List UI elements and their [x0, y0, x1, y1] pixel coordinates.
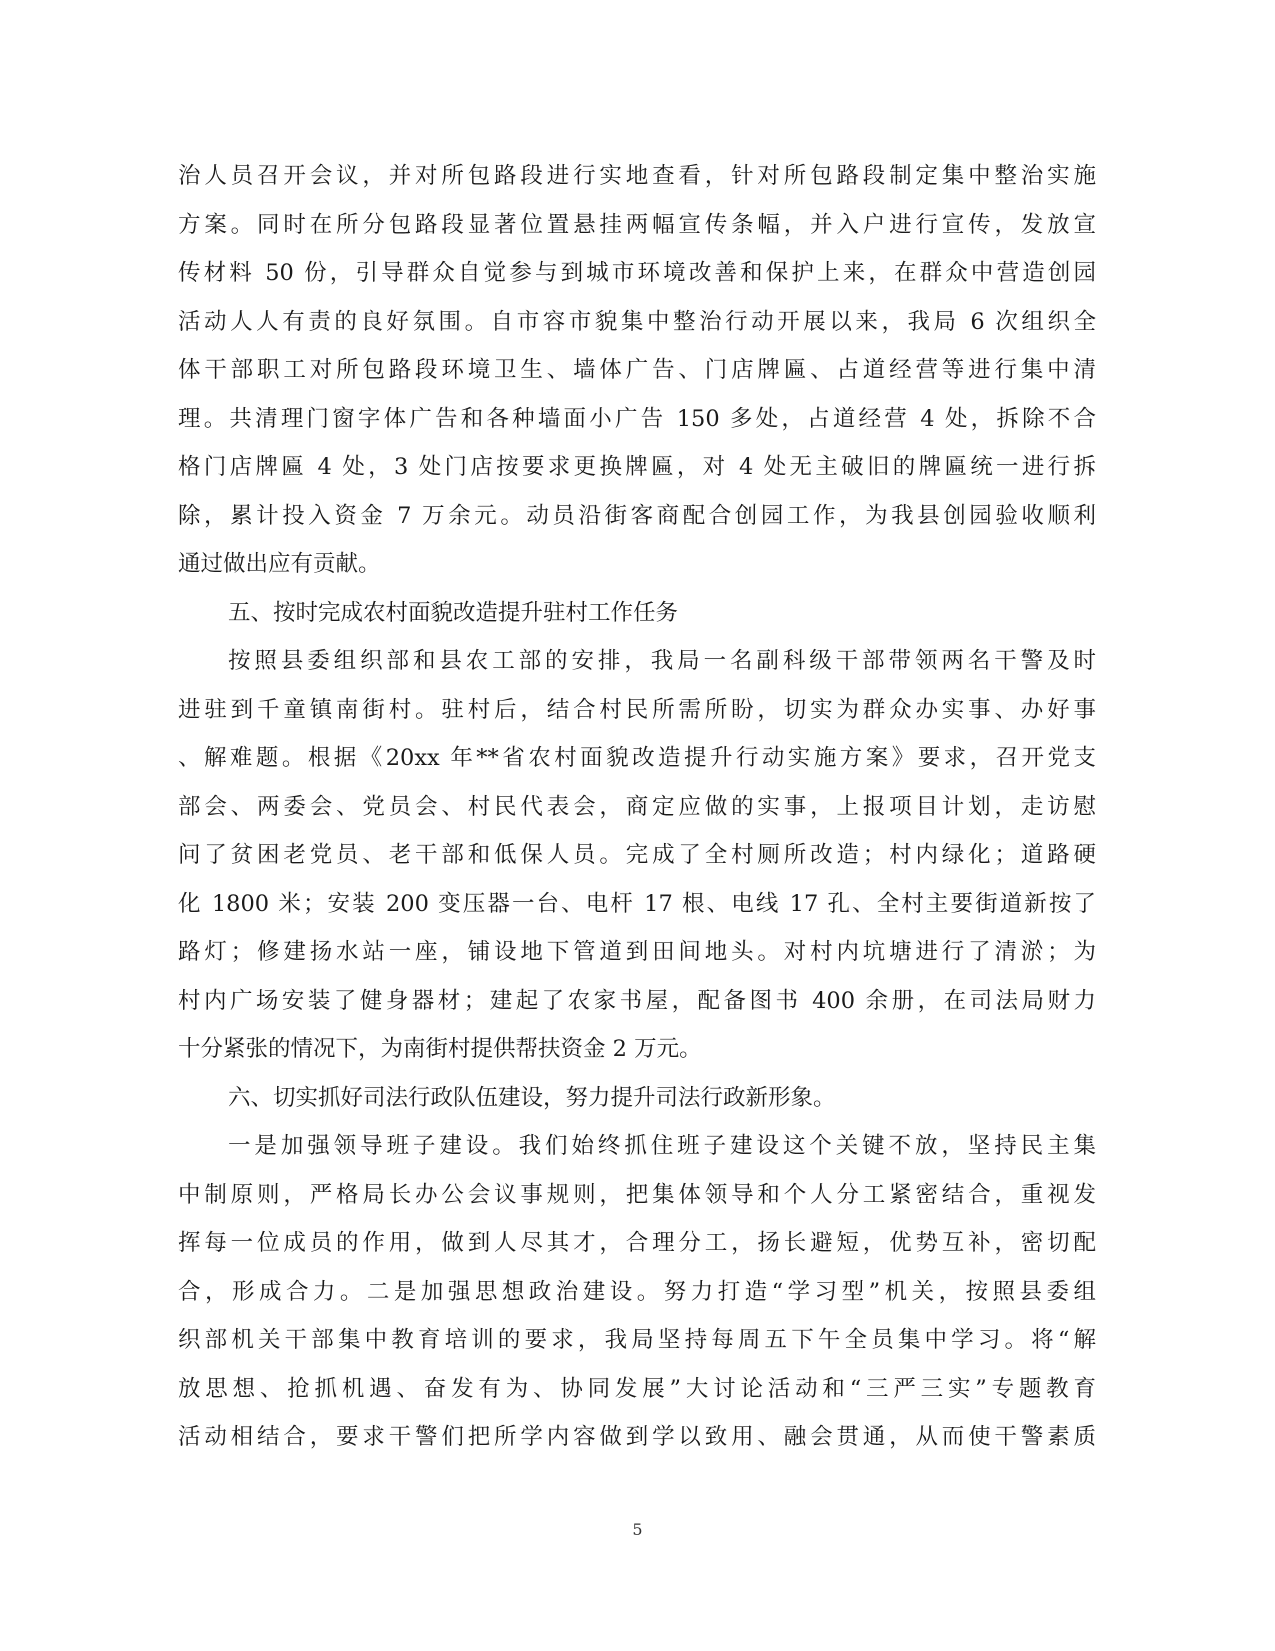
text-line: 放思想、抢抓机遇、奋发有为、协同发展”大讨论活动和“三严三实”专题教育: [178, 1375, 1096, 1402]
paragraph: [178, 152, 1096, 589]
text-line: 化 1800 米；安装 200 变压器一台、电杆 17 根、电线 17 孔、全村主要街道新按了: [178, 890, 1096, 917]
text-line: 六、切实抓好司法行政队伍建设，努力提升司法行政新形象。: [228, 1084, 836, 1111]
text-line: 通过做出应有贡献。: [178, 551, 381, 577]
text-line: 按照县委组织部和县农工部的安排，我局一名副科级干部带领两名干警及时: [228, 648, 1096, 674]
text-line: 除，累计投入资金 7 万余元。动员沿街客商配合创园工作，为我县创园验收顺利: [178, 502, 1096, 529]
text-line: 传材料 50 份，引导群众自觉参与到城市环境改善和保护上来，在群众中营造创园: [178, 260, 1096, 286]
text-line: 挥每一位成员的作用，做到人尽其才，合理分工，扬长避短，优势互补，密切配: [178, 1230, 1096, 1256]
text-line: 格门店牌匾 4 处，3 处门店按要求更换牌匾，对 4 处无主破旧的牌匾统一进行拆: [178, 454, 1096, 480]
paragraph: [178, 1122, 1096, 1462]
text-line: 、解难题。根据《20xx 年**省农村面貌改造提升行动实施方案》要求，召开党支: [178, 745, 1096, 771]
text-line: 村内广场安装了健身器材；建起了农家书屋，配备图书 400 余册，在司法局财力: [178, 987, 1096, 1014]
text-line: 部会、两委会、党员会、村民代表会，商定应做的实事，上报项目计划，走访慰: [178, 793, 1096, 820]
paragraph: [178, 1074, 1096, 1123]
text-line: 问了贫困老党员、老干部和低保人员。完成了全村厕所改造；村内绿化；道路硬: [178, 842, 1096, 868]
text-line: 路灯；修建扬水站一座，铺设地下管道到田间地头。对村内坑塘进行了清淤；为: [178, 939, 1096, 965]
text-line: 方案。同时在所分包路段显著位置悬挂两幅宣传条幅，并入户进行宣传，发放宣: [178, 211, 1096, 238]
paragraph: [178, 637, 1096, 1074]
text-line: 理。共清理门窗字体广告和各种墙面小广告 150 多处，占道经营 4 处，拆除不合: [178, 405, 1096, 432]
text-line: 中制原则，严格局长办公会议事规则，把集体领导和个人分工紧密结合，重视发: [178, 1181, 1096, 1208]
page-number: 5: [632, 1520, 643, 1539]
text-line: 进驻到千童镇南街村。驻村后，结合村民所需所盼，切实为群众办实事、办好事: [178, 696, 1096, 723]
body-text: [178, 152, 1096, 1462]
text-line: 治人员召开会议，并对所包路段进行实地查看，针对所包路段制定集中整治实施: [178, 163, 1096, 189]
paragraph: [178, 589, 1096, 638]
text-line: 体干部职工对所包路段环境卫生、墙体广告、门店牌匾、占道经营等进行集中清: [178, 357, 1096, 383]
text-line: 活动相结合，要求干警们把所学内容做到学以致用、融会贯通，从而使干警素质: [178, 1424, 1096, 1450]
text-line: 合，形成合力。二是加强思想政治建设。努力打造“学习型”机关，按照县委组: [178, 1278, 1096, 1305]
text-line: 一是加强领导班子建设。我们始终抓住班子建设这个关键不放，坚持民主集: [228, 1133, 1096, 1159]
text-line: 织部机关干部集中教育培训的要求，我局坚持每周五下午全员集中学习。将“解: [178, 1327, 1096, 1353]
text-line: 活动人人有责的良好氛围。自市容市貌集中整治行动开展以来，我局 6 次组织全: [178, 308, 1096, 335]
text-line: 十分紧张的情况下，为南街村提供帮扶资金 2 万元。: [178, 1036, 702, 1062]
text-line: 五、按时完成农村面貌改造提升驻村工作任务: [228, 599, 679, 626]
